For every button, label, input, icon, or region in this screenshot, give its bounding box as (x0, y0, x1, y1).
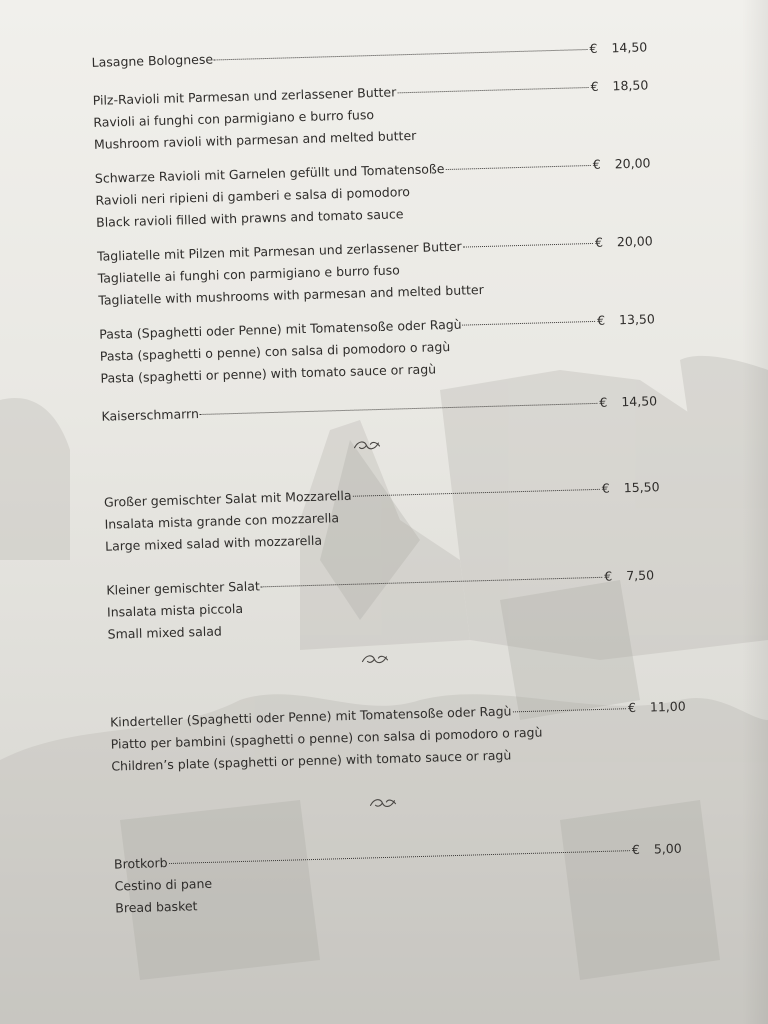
item-english: Pasta (spaghetti or penne) with tomato sauce or ragù (100, 361, 437, 386)
menu-item-tagliatelle (97, 230, 659, 312)
item-english: Large mixed salad with mozzarella (104, 532, 323, 554)
item-english: Black ravioli filled with prawns and tomato sauce (95, 206, 404, 230)
currency-symbol: € (604, 568, 613, 584)
item-name: Pasta (Spaghetti oder Penne) mit Tomatensoße oder Ragù (99, 316, 462, 342)
dot-leader (261, 577, 602, 588)
menu-item-grosser-salat (104, 476, 666, 558)
menu-item-kinderteller (110, 695, 692, 777)
currency-symbol: € (592, 156, 601, 172)
item-name: Pilz-Ravioli mit Parmesan und zerlassener Butter (92, 84, 397, 108)
menu-item-kaiserschmarrn (101, 390, 661, 428)
item-price: 15,50 (623, 479, 660, 496)
dot-leader (200, 403, 598, 415)
item-price: 20,00 (614, 155, 651, 172)
item-name: Kinderteller (Spaghetti oder Penne) mit Tomatensoße oder Ragù (109, 703, 512, 730)
item-price: 11,00 (649, 698, 686, 715)
item-italian: Insalata mista grande con mozzarella (104, 510, 340, 532)
item-italian: Ravioli ai funghi con parmigiano e burro fuso (93, 107, 375, 130)
item-italian: Tagliatelle ai funghi con parmigiano e burro fuso (97, 262, 401, 286)
dot-leader (397, 87, 588, 93)
item-price: 20,00 (616, 233, 653, 250)
item-price: 13,50 (618, 311, 656, 328)
menu-item-pasta (99, 308, 661, 390)
dot-leader (353, 489, 600, 497)
dot-leader (463, 321, 596, 326)
dot-leader (463, 243, 593, 248)
item-english: Bread basket (115, 898, 198, 916)
menu-item-schwarze-ravioli (95, 152, 657, 234)
currency-symbol: € (601, 480, 610, 496)
item-name: Brotkorb (113, 855, 168, 872)
currency-symbol: € (594, 234, 604, 250)
item-price: 14,50 (621, 393, 658, 410)
item-name: Schwarze Ravioli mit Garnelen gefüllt und Tomatensoße (94, 161, 445, 186)
currency-symbol: € (596, 312, 606, 328)
dot-leader (169, 850, 630, 864)
item-english: Tagliatelle with mushrooms with parmesan and melted butter (98, 282, 484, 308)
item-price: 7,50 (625, 567, 655, 584)
currency-symbol: € (631, 841, 641, 858)
item-italian: Pasta (spaghetti o penne) con salsa di pomodoro o ragù (99, 338, 451, 364)
item-price: 18,50 (612, 77, 649, 94)
item-italian: Piatto per bambini (spaghetti o penne) con salsa di pomodoro o ragù (110, 724, 543, 752)
currency-symbol: € (599, 394, 608, 410)
item-italian: Cestino di pane (114, 875, 213, 894)
item-name: Lasagne Bolognese (91, 51, 214, 70)
item-price: 14,50 (611, 39, 648, 56)
item-english: Children’s plate (spaghetti or penne) with tomato sauce or ragù (111, 747, 512, 774)
flourish-ornament-icon (352, 438, 382, 453)
menu-item-kleiner-salat (106, 564, 668, 646)
currency-symbol: € (589, 40, 598, 56)
flourish-ornament-icon (368, 796, 398, 811)
menu-item-pilz-ravioli (92, 74, 654, 156)
item-english: Mushroom ravioli with parmesan and melted butter (93, 127, 417, 152)
dot-leader (445, 165, 590, 170)
item-name: Kleiner gemischter Salat (106, 578, 261, 598)
item-name: Kaiserschmarrn (101, 406, 200, 424)
dot-leader (214, 49, 588, 60)
item-name: Großer gemischter Salat mit Mozzarella (103, 487, 352, 510)
menu-item-brotkorb (114, 837, 696, 919)
item-name: Tagliatelle mit Pilzen mit Parmesan und zerlassener Butter (96, 238, 462, 264)
menu-item-lasagne (91, 36, 651, 74)
currency-symbol: € (627, 699, 637, 716)
item-english: Small mixed salad (107, 623, 223, 642)
item-italian: Insalata mista piccola (106, 600, 244, 620)
dot-leader (512, 708, 626, 712)
flourish-ornament-icon (360, 652, 390, 667)
item-price: 5,00 (653, 840, 682, 857)
item-italian: Ravioli neri ripieni di gamberi e salsa di pomodoro (95, 184, 411, 208)
currency-symbol: € (590, 78, 599, 94)
